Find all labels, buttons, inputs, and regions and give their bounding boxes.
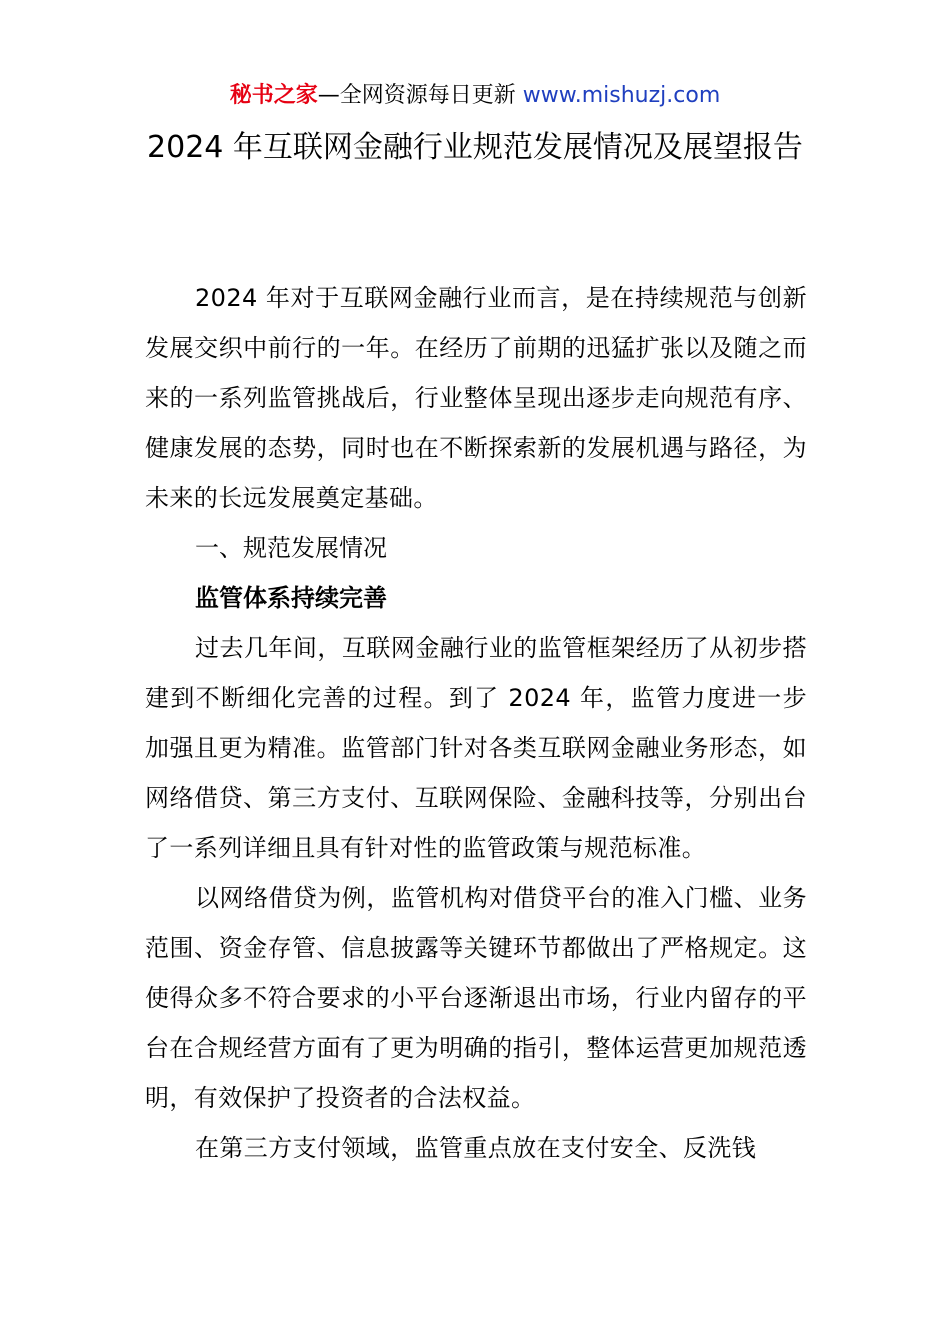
body-paragraph-3: 在第三方支付领域，监管重点放在支付安全、反洗钱	[195, 1134, 757, 1162]
site-header	[0, 80, 950, 112]
section-heading: 一、规范发展情况	[195, 534, 387, 562]
body-paragraph-1: 过去几年间，互联网金融行业的监管框架经历了从初步搭建到不断细化完善的过程。到了 2024 年，监管力度进一步加强且更为精准。监管部门针对各类互联网金融业务形态，如网络借贷、第三方支付、互联网保险、金融科技等，分别出台了一系列详细且具有针对性的监管政策与规范标准。	[145, 634, 807, 862]
intro-paragraph: 2024 年对于互联网金融行业而言，是在持续规范与创新发展交织中前行的一年。在经历了前期的迅猛扩张以及随之而来的一系列监管挑战后，行业整体呈现出逐步走向规范有序、健康发展的态势，同时也在不断探索新的发展机遇与路径，为未来的长远发展奠定基础。	[145, 284, 807, 512]
header-tagline: —全网资源每日更新	[317, 83, 523, 108]
site-url-link[interactable]: www.mishuzj.com	[522, 83, 721, 108]
document-body	[145, 273, 807, 1173]
document-title: 2024 年互联网金融行业规范发展情况及展望报告	[147, 130, 803, 165]
brand-name: 秘书之家	[229, 83, 318, 108]
subsection-heading: 监管体系持续完善	[195, 584, 387, 612]
body-paragraph-2: 以网络借贷为例，监管机构对借贷平台的准入门槛、业务范围、资金存管、信息披露等关键环节都做出了严格规定。这使得众多不符合要求的小平台逐渐退出市场，行业内留存的平台在合规经营方面有了更为明确的指引，整体运营更加规范透明，有效保护了投资者的合法权益。	[145, 884, 807, 1112]
